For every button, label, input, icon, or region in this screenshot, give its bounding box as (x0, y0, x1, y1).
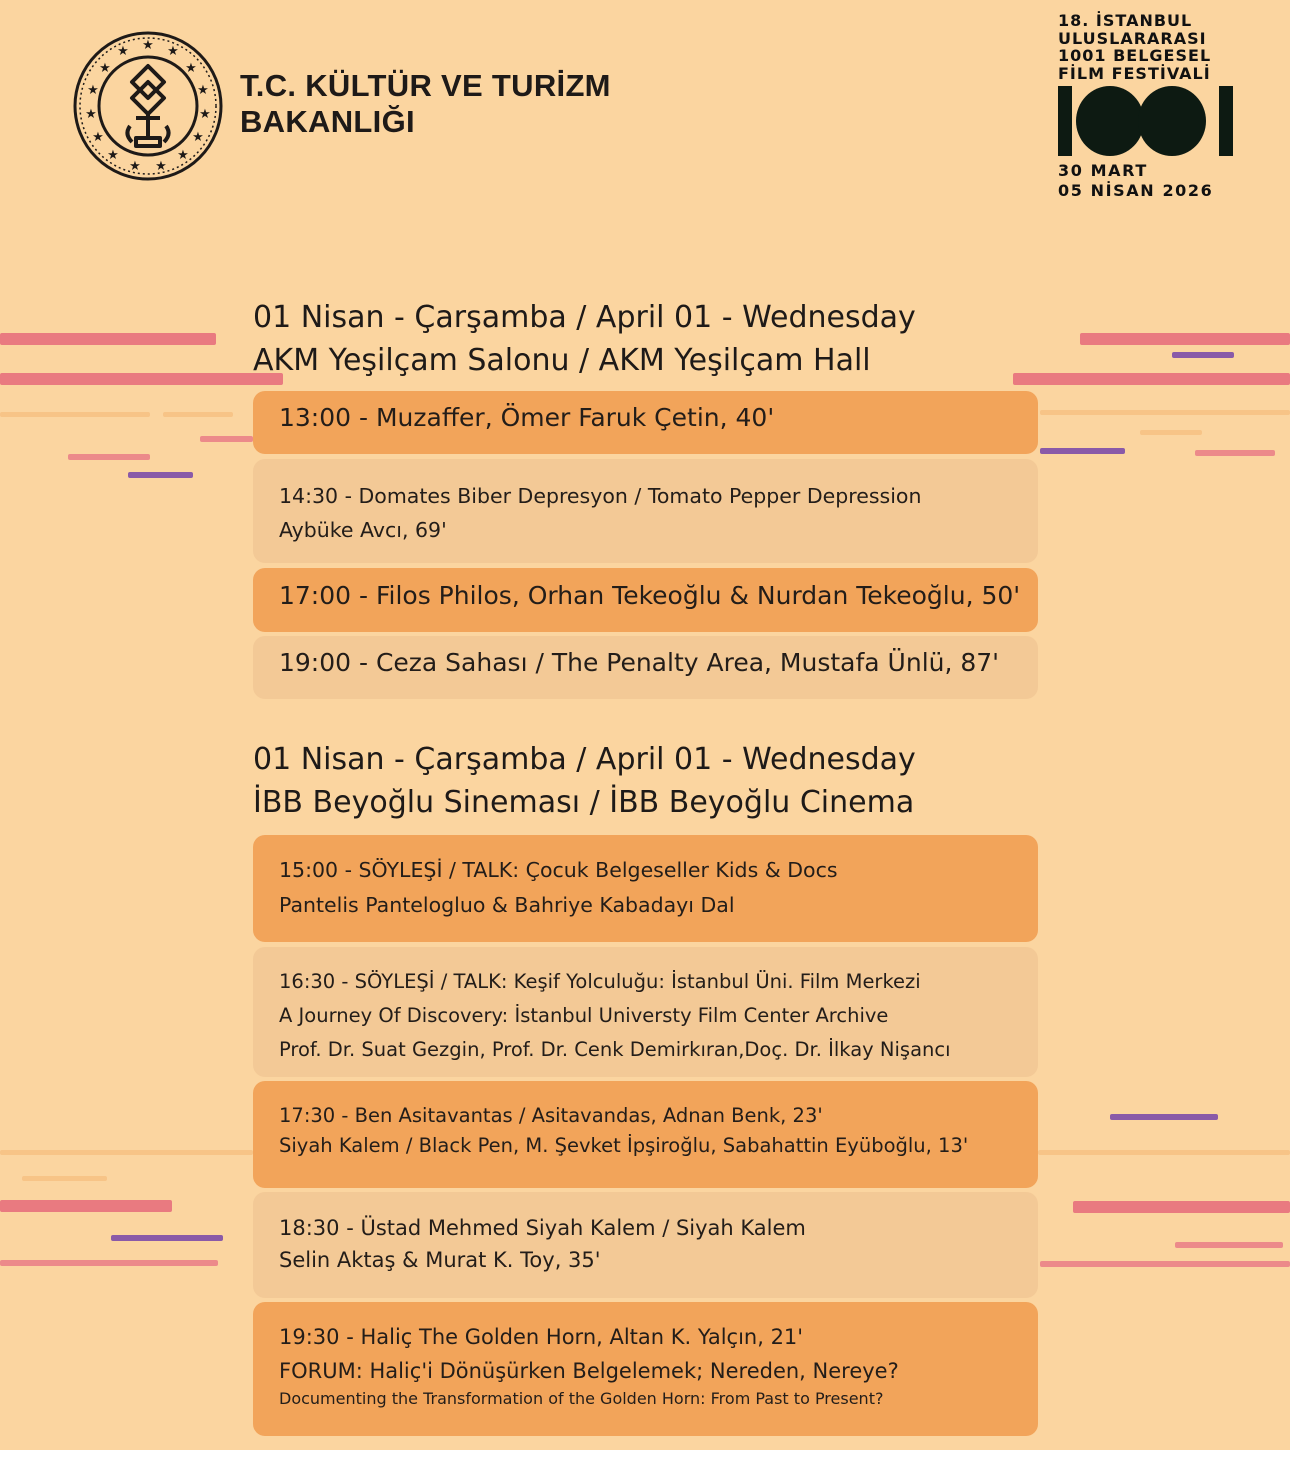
schedule-item: 17:30 - Ben Asitavantas / Asitavandas, Adnan Benk, 23' Siyah Kalem / Black Pen, M. Şevket İpşiroğlu, Sabahattin Eyüboğlu, 13' (253, 1081, 1038, 1188)
schedule-item: 19:00 - Ceza Sahası / The Penalty Area, Mustafa Ünlü, 87' (253, 636, 1038, 699)
festival-title: 18. İSTANBUL ULUSLARARASI 1001 BELGESEL FİLM FESTİVALİ (1058, 11, 1212, 83)
bottom-margin (0, 1450, 1290, 1466)
svg-text:★: ★ (167, 44, 179, 59)
svg-text:★: ★ (87, 83, 99, 98)
svg-text:★: ★ (199, 107, 211, 122)
svg-text:★: ★ (177, 148, 189, 163)
svg-text:★: ★ (117, 44, 129, 59)
schedule-item: 16:30 - SÖYLEŞİ / TALK: Keşif Yolculuğu: İstanbul Üni. Film Merkezi A Journey Of Discovery: İstanbul Universty Film Center Archive Prof. Dr. Suat Gezgin, Prof. Dr. Cenk Demirkıran,Doç. Dr. İlkay Nişancı (253, 947, 1038, 1077)
svg-text:★: ★ (192, 130, 204, 145)
schedule-item: 19:30 - Haliç The Golden Horn, Altan K. Yalçın, 21' FORUM: Haliç'i Dönüşürken Belgelemek; Nereden, Nereye? Documenting the Transformation of the Golden Horn: From Past to Present? (253, 1302, 1038, 1436)
festival-1001-logo (1058, 86, 1233, 156)
svg-text:★: ★ (197, 83, 209, 98)
svg-text:★: ★ (92, 130, 104, 145)
svg-text:★: ★ (107, 148, 119, 163)
schedule-item: 17:00 - Filos Philos, Orhan Tekeoğlu & Nurdan Tekeoğlu, 50' (253, 568, 1038, 632)
svg-text:★: ★ (99, 61, 111, 76)
svg-text:★: ★ (142, 38, 154, 53)
schedule-item: 14:30 - Domates Biber Depresyon / Tomato Pepper Depression Aybüke Avcı, 69' (253, 459, 1038, 563)
section-1-heading (253, 296, 916, 382)
ministry-name: T.C. KÜLTÜR VE TURİZM BAKANLIĞI (240, 68, 611, 139)
svg-text:★: ★ (185, 61, 197, 76)
schedule-item: 18:30 - Üstad Mehmed Siyah Kalem / Siyah Kalem Selin Aktaş & Murat K. Toy, 35' (253, 1192, 1038, 1298)
schedule-item: 15:00 - SÖYLEŞİ / TALK: Çocuk Belgeseller Kids & Docs Pantelis Pantelogluo & Bahriye Kabadayı Dal (253, 835, 1038, 942)
svg-text:★: ★ (129, 159, 141, 174)
section-date: 01 Nisan - Çarşamba / April 01 - Wednesday (253, 742, 916, 777)
festival-dates: 30 MART 05 NİSAN 2026 (1058, 161, 1214, 200)
svg-text:★: ★ (155, 159, 167, 174)
section-venue: AKM Yeşilçam Salonu / AKM Yeşilçam Hall (253, 343, 871, 378)
schedule-item: 13:00 - Muzaffer, Ömer Faruk Çetin, 40' (253, 391, 1038, 454)
ministry-seal-logo (72, 30, 224, 182)
section-2-heading (253, 738, 916, 824)
section-date: 01 Nisan - Çarşamba / April 01 - Wednesday (253, 300, 916, 335)
section-venue: İBB Beyoğlu Sineması / İBB Beyoğlu Cinema (253, 785, 915, 820)
svg-text:★: ★ (85, 107, 97, 122)
